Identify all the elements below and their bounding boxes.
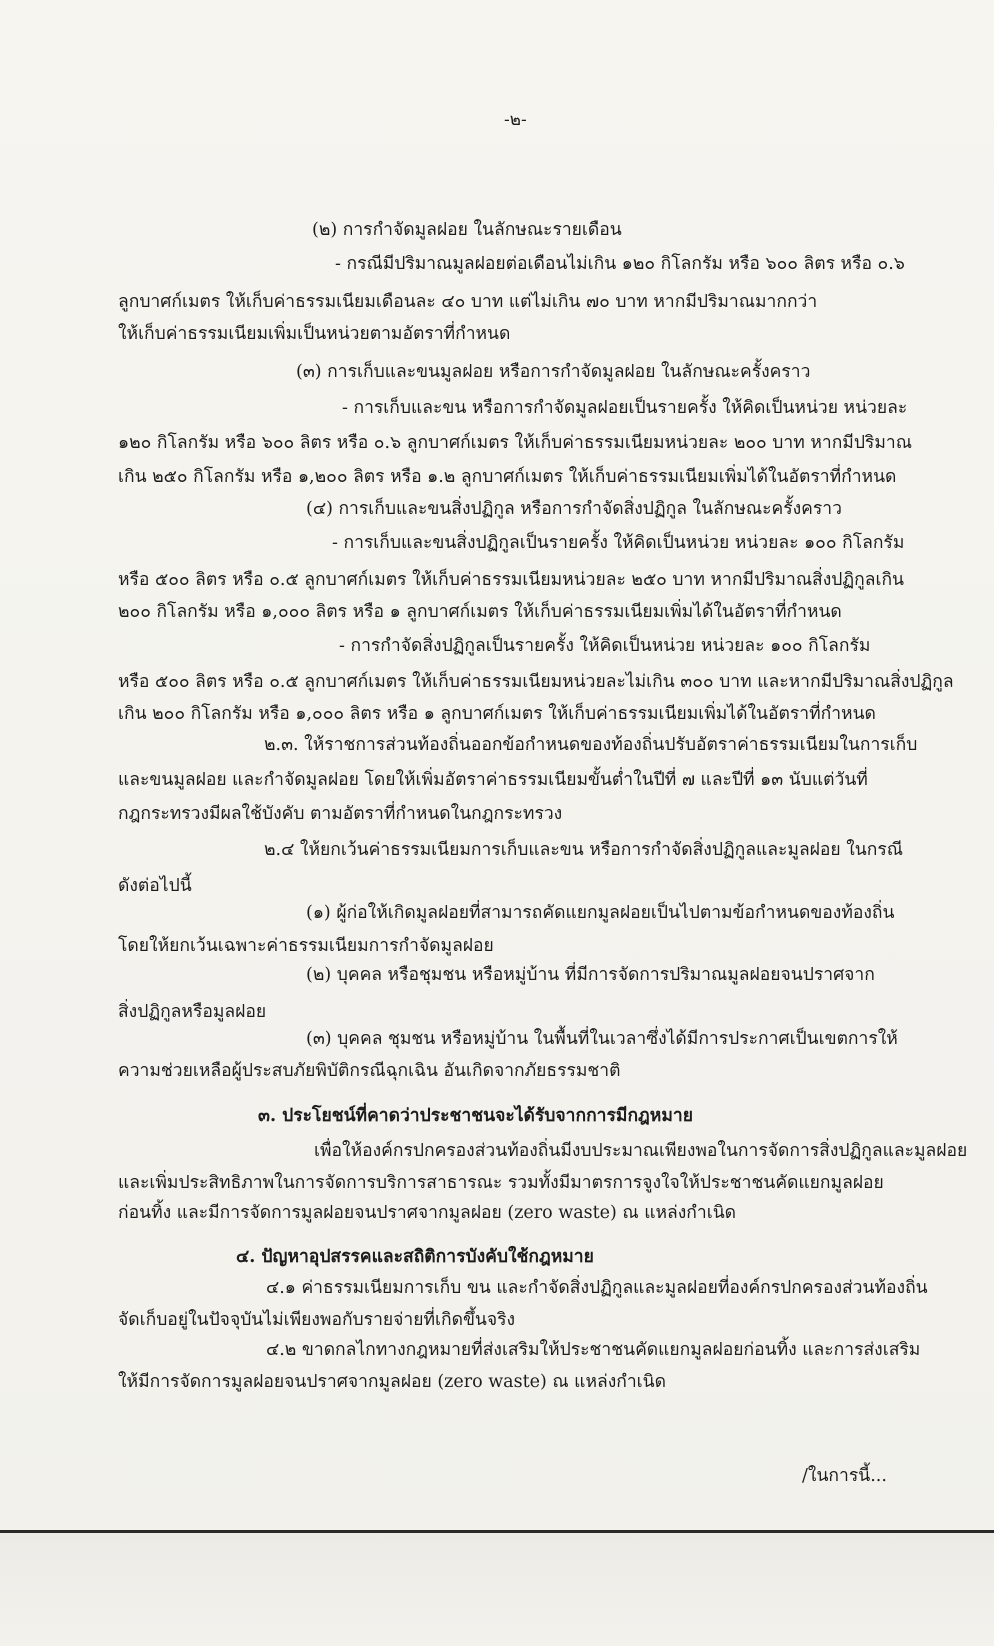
body-line: ให้มีการจัดการมูลฝอยจนปราศจากมูลฝอย (zero waste) ณ แหล่งกำเนิด bbox=[118, 1372, 666, 1392]
section-2-4: ๒.๔ ให้ยกเว้นค่าธรรมเนียมการเก็บและขน หรือการกำจัดสิ่งปฏิกูลและมูลฝอย ในกรณี bbox=[264, 840, 903, 860]
body-line: เพื่อให้องค์กรปกครองส่วนท้องถิ่นมีงบประมาณเพียงพอในการจัดการสิ่งปฏิกูลและมูลฝอย bbox=[314, 1141, 968, 1161]
body-line: และเพิ่มประสิทธิภาพในการจัดการบริการสาธารณะ รวมทั้งมีมาตรการจูงใจให้ประชาชนคัดแยกมูลฝอย bbox=[118, 1173, 884, 1193]
section-4-2: ๔.๒ ขาดกลไกทางกฎหมายที่ส่งเสริมให้ประชาชนคัดแยกมูลฝอยก่อนทิ้ง และการส่งเสริม bbox=[266, 1340, 921, 1360]
body-line: สิ่งปฏิกูลหรือมูลฝอย bbox=[118, 1002, 267, 1022]
body-line: เกิน ๒๐๐ กิโลกรัม หรือ ๑,๐๐๐ ลิตร หรือ ๑ ลูกบาศก์เมตร ให้เก็บค่าธรรมเนียมเพิ่มได้ในอัตราที่กำหนด bbox=[118, 704, 876, 724]
body-line: กฎกระทรวงมีผลใช้บังคับ ตามอัตราที่กำหนดในกฎกระทรวง bbox=[118, 804, 563, 824]
exemption-item-2: (๒) บุคคล หรือชุมชน หรือหมู่บ้าน ที่มีการจัดการปริมาณมูลฝอยจนปราศจาก bbox=[306, 965, 875, 985]
body-line: ๑๒๐ กิโลกรัม หรือ ๖๐๐ ลิตร หรือ ๐.๖ ลูกบาศก์เมตร ให้เก็บค่าธรรมเนียมหน่วยละ ๒๐๐ บาท หากมีปริมาณ bbox=[118, 433, 912, 453]
body-line: หรือ ๕๐๐ ลิตร หรือ ๐.๕ ลูกบาศก์เมตร ให้เก็บค่าธรรมเนียมหน่วยละไม่เกิน ๓๐๐ บาท และหากมีปริมาณสิ่งปฏิกูล bbox=[118, 672, 954, 692]
item-4-sewage-collection-heading: (๔) การเก็บและขนสิ่งปฏิกูล หรือการกำจัดสิ่งปฏิกูล ในลักษณะครั้งคราว bbox=[306, 499, 842, 519]
body-line: ลูกบาศก์เมตร ให้เก็บค่าธรรมเนียมเดือนละ ๔๐ บาท แต่ไม่เกิน ๗๐ บาท หากมีปริมาณมากกว่า bbox=[118, 292, 818, 312]
body-line: - กรณีมีปริมาณมูลฝอยต่อเดือนไม่เกิน ๑๒๐ กิโลกรัม หรือ ๖๐๐ ลิตร หรือ ๐.๖ bbox=[335, 254, 905, 274]
exemption-item-3: (๓) บุคคล ชุมชน หรือหมู่บ้าน ในพื้นที่ในเวลาซึ่งได้มีการประกาศเป็นเขตการให้ bbox=[306, 1029, 898, 1049]
body-line: หรือ ๕๐๐ ลิตร หรือ ๐.๕ ลูกบาศก์เมตร ให้เก็บค่าธรรมเนียมหน่วยละ ๒๕๐ บาท หากมีปริมาณสิ่งปฏิกูลเกิน bbox=[118, 570, 905, 590]
body-line: โดยให้ยกเว้นเฉพาะค่าธรรมเนียมการกำจัดมูลฝอย bbox=[118, 936, 494, 956]
body-line: - การเก็บและขน หรือการกำจัดมูลฝอยเป็นรายครั้ง ให้คิดเป็นหน่วย หน่วยละ bbox=[342, 398, 908, 418]
body-line: ๒๐๐ กิโลกรัม หรือ ๑,๐๐๐ ลิตร หรือ ๑ ลูกบาศก์เมตร ให้เก็บค่าธรรมเนียมเพิ่มได้ในอัตราที่กำหนด bbox=[118, 602, 842, 622]
page-number: -๒- bbox=[504, 110, 527, 130]
item-3-occasional-collection-heading: (๓) การเก็บและขนมูลฝอย หรือการกำจัดมูลฝอย ในลักษณะครั้งคราว bbox=[296, 362, 811, 382]
body-line: ก่อนทิ้ง และมีการจัดการมูลฝอยจนปราศจากมูลฝอย (zero waste) ณ แหล่งกำเนิด bbox=[118, 1203, 737, 1223]
body-line: - การกำจัดสิ่งปฏิกูลเป็นรายครั้ง ให้คิดเป็นหน่วย หน่วยละ ๑๐๐ กิโลกรัม bbox=[339, 636, 871, 656]
body-line: และขนมูลฝอย และกำจัดมูลฝอย โดยให้เพิ่มอัตราค่าธรรมเนียมขั้นต่ำในปีที่ ๗ และปีที่ ๑๓ นับแต่วันที่ bbox=[118, 770, 868, 790]
body-line: จัดเก็บอยู่ในปัจจุบันไม่เพียงพอกับรายจ่ายที่เกิดขึ้นจริง bbox=[118, 1310, 516, 1330]
section-3-heading: ๓. ประโยชน์ที่คาดว่าประชาชนจะได้รับจากการมีกฎหมาย bbox=[258, 1106, 693, 1126]
exemption-item-1: (๑) ผู้ก่อให้เกิดมูลฝอยที่สามารถคัดแยกมูลฝอยเป็นไปตามข้อกำหนดของท้องถิ่น bbox=[306, 903, 895, 923]
body-line: ดังต่อไปนี้ bbox=[118, 876, 192, 896]
body-line: ความช่วยเหลือผู้ประสบภัยพิบัติกรณีฉุกเฉิน อันเกิดจากภัยธรรมชาติ bbox=[118, 1061, 621, 1081]
body-line: เกิน ๒๕๐ กิโลกรัม หรือ ๑,๒๐๐ ลิตร หรือ ๑.๒ ลูกบาศก์เมตร ให้เก็บค่าธรรมเนียมเพิ่มได้ในอัตราที่กำหนด bbox=[118, 467, 897, 487]
section-4-1: ๔.๑ ค่าธรรมเนียมการเก็บ ขน และกำจัดสิ่งปฏิกูลและมูลฝอยที่องค์กรปกครองส่วนท้องถิ่น bbox=[266, 1278, 928, 1298]
item-2-monthly-disposal-heading: (๒) การกำจัดมูลฝอย ในลักษณะรายเดือน bbox=[312, 220, 622, 240]
body-line: ให้เก็บค่าธรรมเนียมเพิ่มเป็นหน่วยตามอัตราที่กำหนด bbox=[118, 324, 511, 344]
section-4-heading: ๔. ปัญหาอุปสรรคและสถิติการบังคับใช้กฎหมาย bbox=[236, 1247, 594, 1267]
scan-bottom-margin bbox=[0, 1533, 994, 1646]
continuation-note: /ในการนี้... bbox=[802, 1466, 887, 1486]
body-line: - การเก็บและขนสิ่งปฏิกูลเป็นรายครั้ง ให้คิดเป็นหน่วย หน่วยละ ๑๐๐ กิโลกรัม bbox=[332, 533, 905, 553]
section-2-3: ๒.๓. ให้ราชการส่วนท้องถิ่นออกข้อกำหนดของท้องถิ่นปรับอัตราค่าธรรมเนียมในการเก็บ bbox=[264, 735, 918, 755]
